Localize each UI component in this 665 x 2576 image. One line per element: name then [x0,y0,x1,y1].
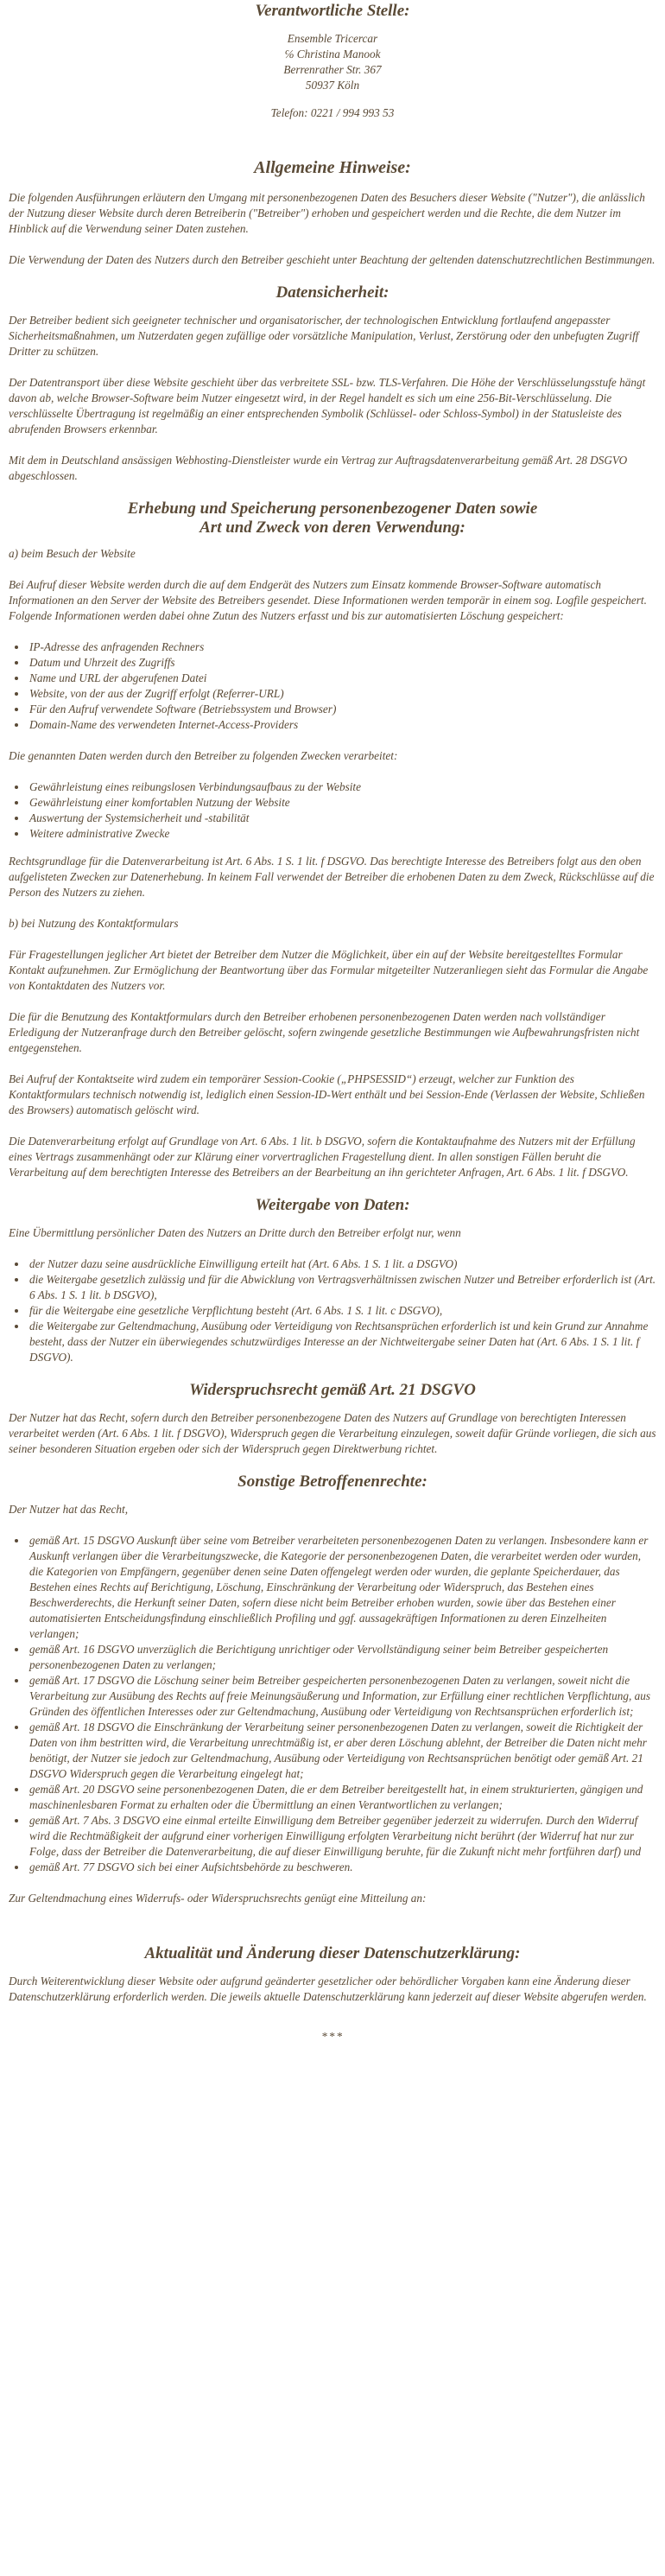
address-line: Ensemble Tricercar [287,32,378,45]
security-paragraph: Der Datentransport über diese Website geschieht über das verbreitete SSL- bzw. TLS-Verfahren. Die Höhe der Verschlüsselungsstufe hängt davon ab, welche Browser-Software beim Nutzer eingesetzt wird, in der Regel handelt es sich um eine 256-Bit-Verschlüsselung. Die verschlüsselte Übertragung ist regelmäßig an einer entsprechenden Symbolik (Schlüssel- oder Schloss-Symbol) in der Statusleiste des abrufenden Browsers erkennbar. [9,376,646,436]
rights-list [9,1533,656,1875]
objection-paragraph: Der Nutzer hat das Recht, sofern durch den Betreiber personenbezogene Daten des Nutzers auf Grundlage von berechtigten Interessen verarbeitet werden (Art. 6 Abs. 1 lit. f DSGVO), Widerspruch gegen die Verarbeitung einzulegen, soweit dafür Gründe vorliegen, die sich aus seiner besonderen Situation ergeben oder sich der Widerspruch gegen Direktwerbung richtet. [9,1411,656,1455]
security-paragraph: Der Betreiber bedient sich geeigneter technischer und organisatorischer, der technologischen Entwicklung fortlaufend angepasster Sicherheitsmaßnahmen, um Nutzerdaten gegen zufällige oder vorsätzliche Manipulation, Verlust, Zerstörung oder den unbefugten Zugriff Dritter zu schützen. [9,314,639,358]
general-paragraph: Die Verwendung der Daten des Nutzers durch den Betreiber geschieht unter Beachtung der geltenden datenschutzrechtlichen Bestimmungen. [9,253,656,266]
collection-paragraph: Die Datenverarbeitung erfolgt auf Grundlage von Art. 6 Abs. 1 lit. b DSGVO, sofern die Kontaktaufnahme des Nutzers mit der Erfüllung eines Vertrags zusammenhängt oder zur Klärung einer vorvertraglichen Fragestellung dient. In allen sonstigen Fällen beruht die Verarbeitung auf dem berechtigten Interesse des Betreibers an der Bearbeitung an ihn gerichteter Anfragen, Art. 6 Abs. 1 lit. f DSGVO. [9,1135,636,1179]
list-item: • gemäß Art. 16 DSGVO unverzüglich die Berichtigung unrichtiger oder Vervollständigung seiner beim Betreiber gespeicherten personenbezogenen Daten zu verlangen; [28,1642,656,1673]
collection-heading-line2: Art und Zweck von deren Verwendung: [200,518,466,537]
address-line: ℅ Christina Manook [284,48,381,60]
list-item: • die Weitergabe zur Geltendmachung, Ausübung oder Verteidigung von Rechtsansprüchen erforderlich ist und kein Grund zur Annahme besteht, dass der Nutzer ein überwiegendes schutzwürdiges Interesse an der Nichtweitergabe seiner Daten hat (Art. 6 Abs. 1 S. 1 lit. f DSGVO). [28,1319,656,1365]
list-item: • IP-Adresse des anfragenden Rechners [28,639,656,655]
list-item: • Name und URL der abgerufenen Datei [28,671,656,686]
responsible-heading: Verantwortliche Stelle: [255,2,410,20]
list-item: • gemäß Art. 17 DSGVO die Löschung seiner beim Betreiber gespeicherten personenbezogenen Daten zu verlangen, soweit nicht die Verarbeitung zur Ausübung des Rechts auf freie Meinungsäußerung und Information, zur Erfüllung einer rechtlichen Verpflichtung, aus Gründen des öffentlichen Interesses oder zur Geltendmachung, Ausübung oder Verteidigung von Rechtsansprüchen erforderlich ist; [28,1673,656,1720]
subsection-a-label: a) beim Besuch der Website [9,547,136,560]
end-mark: *** [321,2030,344,2043]
collection-paragraph: Rechtsgrundlage für die Datenverarbeitung ist Art. 6 Abs. 1 S. 1 lit. f DSGVO. Das berechtigte Interesse des Betreibers folgt aus den oben aufgelisteten Zwecken zur Datenerhebung. In keinem Fall verwendet der Betreiber die erhobenen Daten zu dem Zweck, Rückschlüsse auf die Person des Nutzers zu ziehen. [9,855,655,899]
list-item: • Für den Aufruf verwendete Software (Betriebssystem und Browser) [28,702,656,717]
list-item: • gemäß Art. 15 DSGVO Auskunft über seine vom Betreiber verarbeiteten personenbezogenen Daten zu verlangen. Insbesondere kann er Auskunft verlangen über die Verarbeitungszwecke, die Kategorie der personenbezogenen Daten, die verarbeitet werden oder wurden, die Kategorien von Empfängern, gegenüber denen seine Daten offengelegt werden oder wurden, die geplante Speicherdauer, das Bestehen eines Rechts auf Berichtigung, Löschung, Einschränkung der Verarbeitung oder Widerspruch, das Bestehen eines Beschwerderechts, die Herkunft seiner Daten, sofern diese nicht beim Betreiber erhoben wurden, sowie über das Bestehen einer automatisierten Entscheidungsfindung einschließlich Profiling und ggf. aussagekräftigen Informationen zu deren Einzelheiten verlangen; [28,1533,656,1642]
list-item: • der Nutzer dazu seine ausdrückliche Einwilligung erteilt hat (Art. 6 Abs. 1 S. 1 lit. a DSGVO) [28,1256,656,1272]
update-heading: Aktualität und Änderung dieser Datenschutzerklärung: [144,1944,521,1962]
collection-heading-line1: Erhebung und Speicherung personenbezogener Daten sowie [127,499,538,518]
collection-paragraph: Für Fragestellungen jeglicher Art bietet der Betreiber dem Nutzer die Möglichkeit, über ein auf der Website bereitgestelltes Formular Kontakt aufzunehmen. Zur Ermöglichung der Beantwortung über das Formular mitgeteilter Nutzeranliegen sieht das Formular die Angabe von Kontaktdaten des Nutzers vor. [9,948,649,992]
list-item: • Gewährleistung eines reibungslosen Verbindungsaufbaus zu der Website [28,779,656,795]
general-heading: Allgemeine Hinweise: [254,158,411,177]
transfer-heading: Weitergabe von Daten: [255,1196,410,1214]
list-item: • Datum und Uhrzeit des Zugriffs [28,655,656,671]
collection-paragraph: Bei Aufruf dieser Website werden durch die auf dem Endgerät des Nutzers zum Einsatz kommende Browser-Software automatisch Informationen an den Server der Website des Betreibers gesendet. Diese Informationen werden temporär in einem sog. Logfile gespeichert. Folgende Informationen werden dabei ohne Zutun des Nutzers erfasst und bis zur automatisierten Löschung gespeichert: [9,578,647,622]
list-item: • Gewährleistung einer komfortablen Nutzung der Website [28,795,656,811]
collection-paragraph: Die genannten Daten werden durch den Betreiber zu folgenden Zwecken verarbeitet: [9,749,398,762]
list-item: • gemäß Art. 20 DSGVO seine personenbezogenen Daten, die er dem Betreiber bereitgestellt hat, in einem strukturierten, gängigen und maschinenlesbaren Format zu erhalten oder die Übermittlung an einen Verantwortlichen zu verlangen; [28,1782,656,1813]
security-paragraph: Mit dem in Deutschland ansässigen Webhosting-Dienstleister wurde ein Vertrag zur Auftragsdatenverarbeitung gemäß Art. 28 DSGVO abgeschlossen. [9,454,628,482]
list-item: • Auswertung der Systemsicherheit und -stabilität [28,811,656,826]
list-item: • gemäß Art. 7 Abs. 3 DSGVO eine einmal erteilte Einwilligung dem Betreiber gegenüber jederzeit zu widerrufen. Durch den Widerruf wird die Rechtmäßigkeit der aufgrund einer vorherigen Einwilligung erfolgten Verarbeitung nicht berührt (der Widerruf hat nur zur Folge, dass der Betreiber die Datenverarbeitung, die auf dieser Einwilligung beruhte, für die Zukunft nicht mehr fortführen darf) und [28,1813,656,1860]
list-item: • gemäß Art. 77 DSGVO sich bei einer Aufsichtsbehörde zu beschweren. [28,1860,656,1875]
list-item: • Website, von der aus der Zugriff erfolgt (Referrer-URL) [28,686,656,702]
objection-heading: Widerspruchsrecht gemäß Art. 21 DSGVO [189,1381,476,1399]
subsection-b-label: b) bei Nutzung des Kontaktformulars [9,917,179,930]
transfer-paragraph: Eine Übermittlung persönlicher Daten des Nutzers an Dritte durch den Betreiber erfolgt nur, wenn [9,1226,461,1239]
collection-heading [9,499,656,537]
rights-heading: Sonstige Betroffenenrechte: [238,1472,428,1491]
purpose-list [9,779,656,842]
address-block [9,31,656,121]
collection-paragraph: Bei Aufruf der Kontaktseite wird zudem ein temporärer Session-Cookie („PHPSESSID“) erzeugt, welcher zur Funktion des Kontaktformulars technisch notwendig ist, lediglich einen Session-ID-Wert enthält und bei Session-Ende (Verlassen der Website, Schließen des Browsers) automatisch gelöscht wird. [9,1072,645,1116]
security-heading: Datensicherheit: [276,283,390,302]
transfer-list [9,1256,656,1365]
rights-paragraph: Zur Geltendmachung eines Widerrufs- oder Widerspruchsrechts genügt eine Mitteilung an: [9,1892,427,1905]
address-line: Berrenrather Str. 367 [283,63,382,76]
logfile-list [9,639,656,733]
list-item: • die Weitergabe gesetzlich zulässig und für die Abwicklung von Vertragsverhältnissen zwischen Nutzer und Betreiber erforderlich ist (Art. 6 Abs. 1 S. 1 lit. b DSGVO), [28,1272,656,1303]
general-paragraph: Die folgenden Ausführungen erläutern den Umgang mit personenbezogenen Daten des Besuchers dieser Website ("Nutzer"), die anlässlich der Nutzung dieser Website durch deren Betreiberin ("Betreiber") erhoben und gespeichert werden und die Rechte, die dem Nutzer im Hinblick auf die Verwendung seiner Daten zustehen. [9,191,645,235]
rights-paragraph: Der Nutzer hat das Recht, [9,1503,129,1516]
update-paragraph: Durch Weiterentwicklung dieser Website oder aufgrund geänderter gesetzlicher oder behördlicher Vorgaben kann eine Änderung dieser Datenschutzerklärung erforderlich werden. Die jeweils aktuelle Datenschutzerklärung kann jederzeit auf dieser Website abgerufen werden. [9,1975,647,2003]
list-item: • für die Weitergabe eine gesetzliche Verpflichtung besteht (Art. 6 Abs. 1 S. 1 lit. c DSGVO), [28,1303,656,1319]
list-item: • gemäß Art. 18 DSGVO die Einschränkung der Verarbeitung seiner personenbezogenen Daten zu verlangen, soweit die Richtigkeit der Daten von ihm bestritten wird, die Verarbeitung unrechtmäßig ist, er aber deren Löschung ablehnt, der Betreiber die Daten nicht mehr benötigt, der Nutzer sie jedoch zur Geltendmachung, Ausübung oder Verteidigung von Rechtsansprüchen benötigt oder gemäß Art. 21 DSGVO Widerspruch gegen die Verarbeitung eingelegt hat; [28,1720,656,1782]
list-item: • Domain-Name des verwendeten Internet-Access-Providers [28,717,656,733]
phone-line: Telefon: 0221 / 994 993 53 [270,106,395,119]
collection-paragraph: Die für die Benutzung des Kontaktformulars durch den Betreiber erhobenen personenbezogenen Daten werden nach vollständiger Erledigung der Nutzeranfrage durch den Betreiber gelöscht, sofern zwingende gesetzliche Bestimmungen wie Aufbewahrungsfristen nicht entgegenstehen. [9,1010,640,1054]
address-line: 50937 Köln [305,79,360,92]
list-item: • Weitere administrative Zwecke [28,826,656,842]
